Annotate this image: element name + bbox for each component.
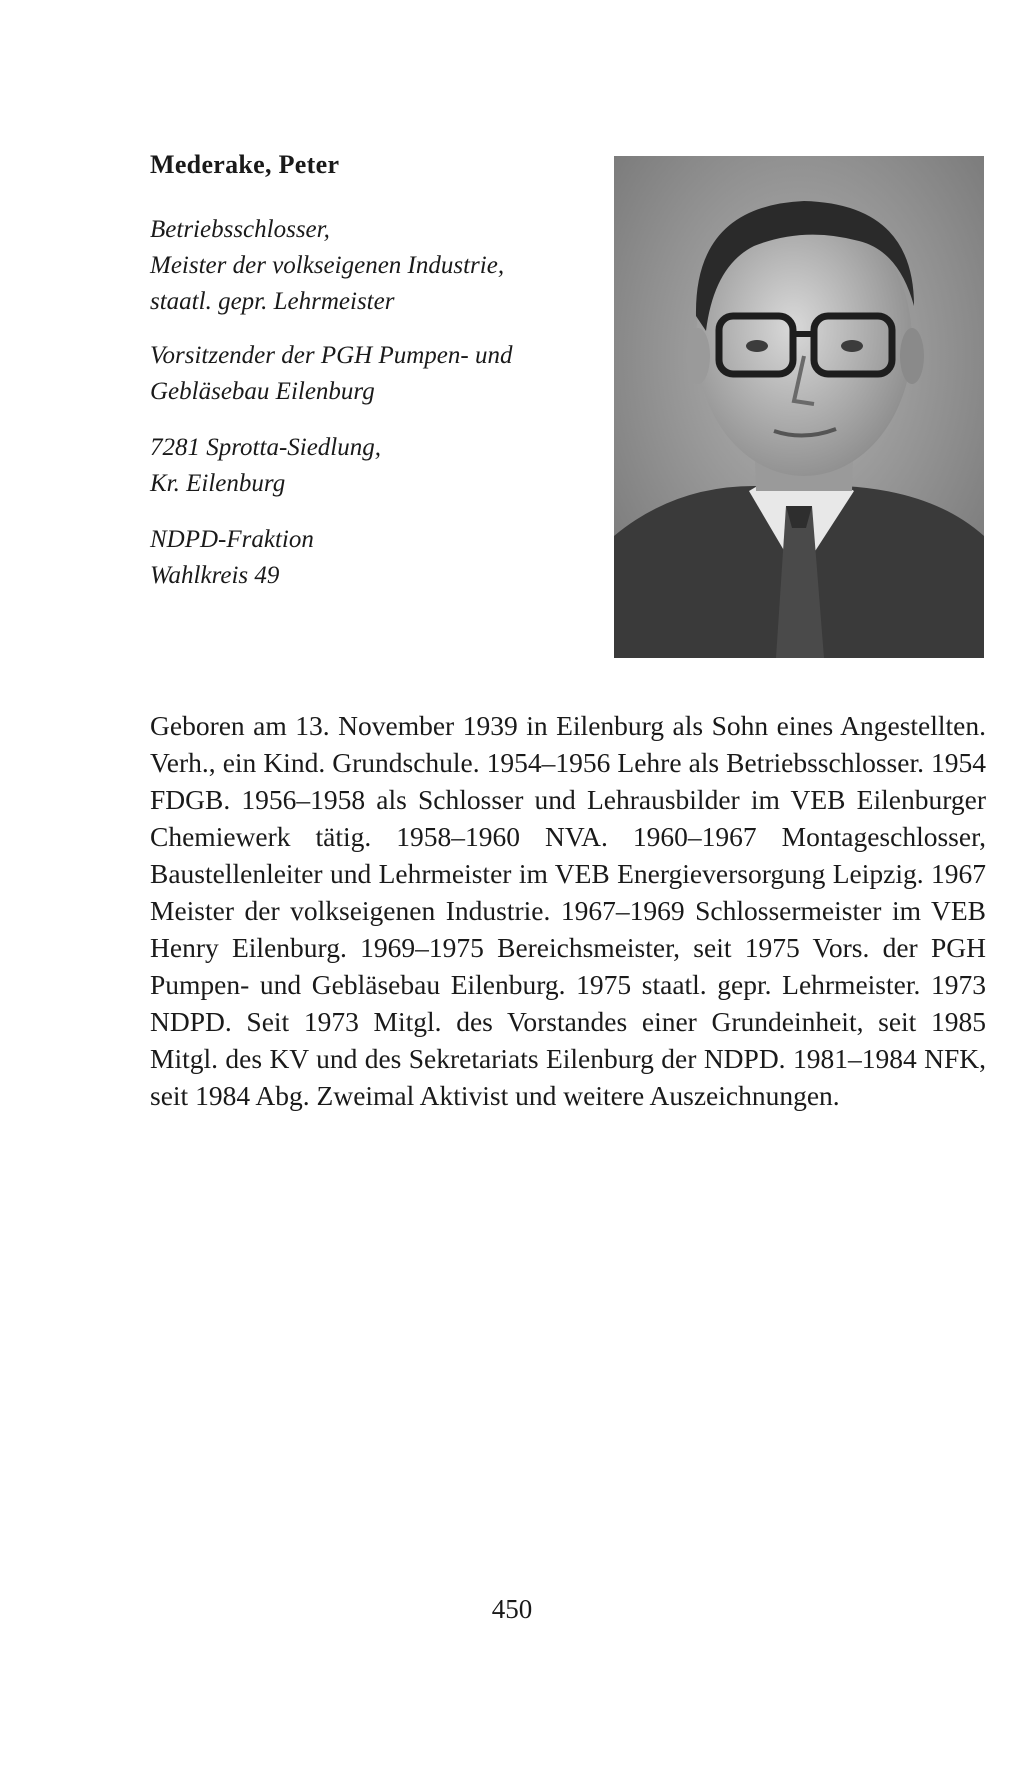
occupation-line: staatl. gepr. Lehrmeister	[150, 288, 395, 315]
occupation-line: Meister der volkseigenen Industrie,	[150, 252, 505, 279]
address-block	[150, 430, 590, 502]
address-line: 7281 Sprotta-Siedlung,	[150, 434, 382, 461]
address-line: Kr. Eilenburg	[150, 470, 286, 497]
faction-line: NDPD-Fraktion	[150, 526, 314, 553]
constituency-line: Wahlkreis 49	[150, 562, 280, 589]
page-number: 450	[491, 1594, 533, 1624]
position-block	[150, 338, 590, 410]
portrait-illustration	[614, 156, 984, 658]
occupation-block	[150, 212, 590, 320]
position-line: Vorsitzender der PGH Pumpen- und	[150, 342, 513, 369]
position-line: Gebläsebau Eilenburg	[150, 378, 375, 405]
portrait-photo	[614, 156, 984, 658]
faction-block	[150, 522, 590, 594]
entry-name: Mederake, Peter	[150, 150, 340, 179]
occupation-line: Betriebsschlosser,	[150, 216, 330, 243]
biography-text: Geboren am 13. November 1939 in Eilenburg als Sohn eines Angestellten. Verh., ein Kind. Grundschule. 1954–1956 Lehre als Betriebsschlosser. 1954 FDGB. 1956–1958 als Schlosser und Lehrausbilder im VEB Eilenburger Chemiewerk tätig. 1958–1960 NVA. 1960–1967 Montageschlosser, Baustellenleiter und Lehrmeister im VEB Energieversorgung Leipzig. 1967 Meister der volkseigenen Industrie. 1967–1969 Schlossermeister im VEB Henry Eilenburg. 1969–1975 Bereichsmeister, seit 1975 Vors. der PGH Pumpen- und Gebläsebau Eilenburg. 1975 staatl. gepr. Lehrmeister. 1973 NDPD. Seit 1973 Mitgl. des Vorstandes einer Grundeinheit, seit 1985 Mitgl. des KV und des Sekretariats Eilenburg der NDPD. 1981–1984 NFK, seit 1984 Abg. Zweimal Aktivist und weitere Auszeichnungen.	[150, 710, 986, 1111]
